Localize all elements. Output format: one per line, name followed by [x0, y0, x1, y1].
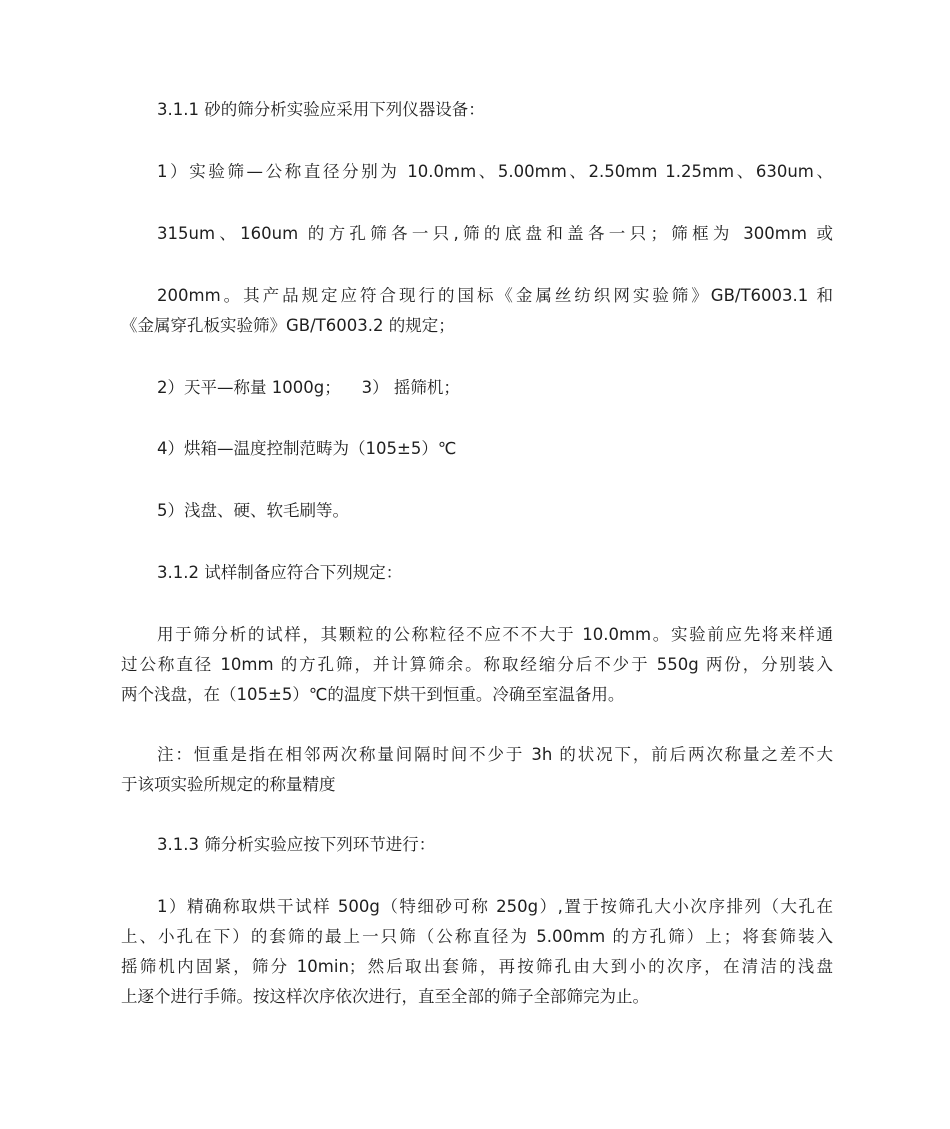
- item-1-line-1: 1）实验筛—公称直径分别为 10.0mm、5.00mm、2.50mm 1.25mm、630um、: [157, 162, 833, 181]
- item-4: 4）烘箱—温度控制范畴为（105±5）℃: [157, 439, 457, 458]
- step-1-line-4: 上逐个进行手筛。按这样次序依次进行，直至全部的筛子全部筛完为止。: [121, 987, 649, 1006]
- prep-line-2: 过公称直径 10mm 的方孔筛，并计算筛余。称取经缩分后不少于 550g 两份，分别装入: [121, 655, 833, 674]
- note-line-1: 注：恒重是指在相邻两次称量间隔时间不少于 3h 的状况下，前后两次称量之差不大: [157, 745, 833, 764]
- item-1-line-4: 《金属穿孔板实验筛》GB/T6003.2 的规定；: [121, 316, 455, 335]
- item-5: 5）浅盘、硬、软毛刷等。: [157, 501, 349, 520]
- step-1-line-2: 上、小孔在下）的套筛的最上一只筛（公称直径为 5.00mm 的方孔筛）上；将套筛装入: [121, 927, 833, 946]
- prep-line-3: 两个浅盘，在（105±5）℃的温度下烘干到恒重。冷确至室温备用。: [121, 685, 625, 704]
- step-1-line-1: 1）精确称取烘干试样 500g（特细砂可称 250g）,置于按筛孔大小次序排列（大孔在: [157, 897, 833, 916]
- note-line-2: 于该项实验所规定的称量精度: [121, 775, 336, 794]
- prep-line-1: 用于筛分析的试样，其颗粒的公称粒径不应不不大于 10.0mm。实验前应先将来样通: [157, 625, 833, 644]
- section-3-1-1-heading: 3.1.1 砂的筛分析实验应采用下列仪器设备：: [157, 100, 485, 119]
- item-1-line-2: 315um、160um 的方孔筛各一只,筛的底盘和盖各一只；筛框为 300mm 或: [157, 224, 833, 243]
- section-3-1-3-heading: 3.1.3 筛分析实验应按下列环节进行：: [157, 835, 436, 854]
- item-2-3: 2）天平—称量 1000g； 3） 摇筛机；: [157, 378, 460, 397]
- section-3-1-2-heading: 3.1.2 试样制备应符合下列规定：: [157, 563, 403, 582]
- step-1-line-3: 摇筛机内固紧，筛分 10min；然后取出套筛，再按筛孔由大到小的次序，在清洁的浅盘: [121, 957, 833, 976]
- item-1-line-3: 200mm。其产品规定应符合现行的国标《金属丝纺织网实验筛》GB/T6003.1 和: [157, 286, 833, 305]
